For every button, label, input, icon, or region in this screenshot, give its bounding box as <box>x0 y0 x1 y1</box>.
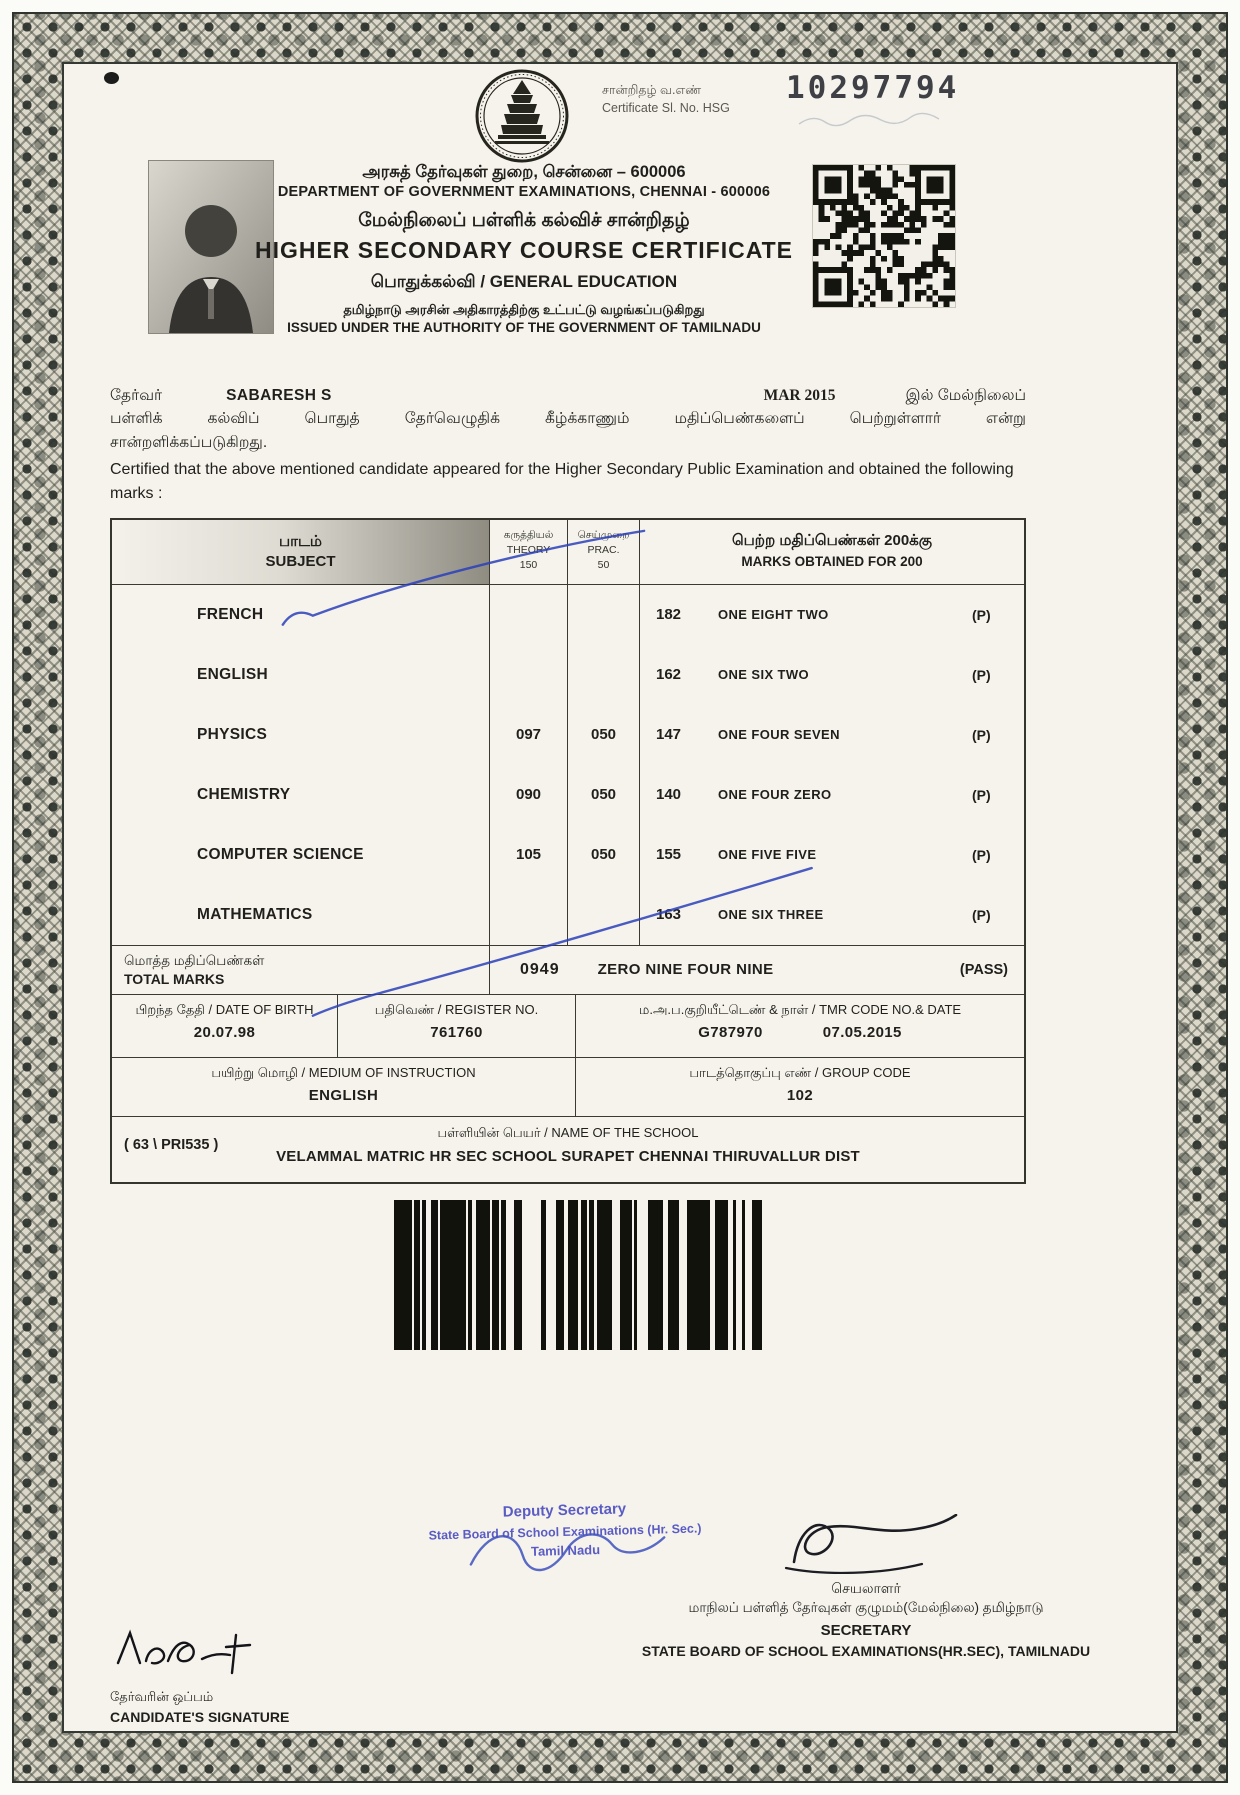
serial-label <box>602 82 730 117</box>
subject-name: ENGLISH <box>112 645 490 705</box>
total-marks-words: ZERO NINE FOUR NINE <box>597 961 774 979</box>
table-row: CHEMISTRY 090 050 140 ONE FOUR ZERO (P) <box>112 765 1024 825</box>
candidate-signature-label-english: CANDIDATE'S SIGNATURE <box>110 1708 290 1725</box>
faint-handwriting-mark <box>794 108 944 139</box>
dob-cell: பிறந்த தேதி / DATE OF BIRTH 20.07.98 <box>112 995 338 1057</box>
signature-area <box>110 1500 1116 1730</box>
tamil-statement-line2: பள்ளிக் கல்விப் பொதுத் தேர்வெழுதிக் கீழ்க்காணும் மதிப்பெண்களைப் பெற்றுள்ளார் என்று <box>110 410 1026 428</box>
barcode <box>394 1200 764 1350</box>
total-marks-value: 0949 <box>520 960 560 978</box>
candidate-signature <box>110 1621 270 1677</box>
marks-table <box>110 518 1026 1184</box>
table-row: COMPUTER SCIENCE 105 050 155 ONE FIVE FIVE (P) <box>112 825 1024 885</box>
subject-name: CHEMISTRY <box>112 765 490 825</box>
school-name-label: பள்ளியின் பெயர் / NAME OF THE SCHOOL <box>437 1124 699 1140</box>
engraved-border <box>12 12 1228 1783</box>
qr-code <box>812 164 956 308</box>
header-text-block <box>244 162 804 336</box>
tmr-code: G787970 <box>698 1023 763 1041</box>
certificate-header-area <box>64 64 1176 376</box>
certificate-title-tamil: மேல்நிலைப் பள்ளிக் கல்விச் சான்றிதழ் <box>358 210 690 232</box>
marks-column-header: பெற்ற மதிப்பெண்கள் 200க்கு MARKS OBTAINED FOR 200 <box>731 531 933 570</box>
govt-emblem-icon <box>474 68 570 164</box>
candidate-name: SABARESH S <box>226 387 332 404</box>
table-row: MATHEMATICS 163 ONE SIX THREE (P) <box>112 885 1024 945</box>
candidate-signature-block <box>110 1621 360 1728</box>
total-marks-row: மொத்த மதிப்பெண்கள் TOTAL MARKS 0949 ZERO NINE FOUR NINE (PASS) <box>112 945 1024 994</box>
serial-label-tamil: சான்றிதழ் வ.எண் <box>602 83 702 97</box>
secretary-board-tamil: மாநிலப் பள்ளித் தேர்வுகள் குழுமம்(மேல்நிலை) தமிழ்நாடு <box>688 1600 1044 1616</box>
department-name-tamil: அரசுத் தேர்வுகள் துறை, சென்னை – 600006 <box>362 163 686 181</box>
subject-column-header <box>112 520 490 584</box>
medium-of-instruction: ENGLISH <box>308 1086 379 1104</box>
authority-line-tamil: தமிழ்நாடு அரசின் அதிகாரத்திற்கு உட்பட்டு வழங்கப்படுகிறது <box>343 301 705 317</box>
department-name-english: DEPARTMENT OF GOVERNMENT EXAMINATIONS, CHENNAI - 600006 <box>277 184 771 201</box>
marks-table-header <box>112 520 1024 585</box>
subject-name: PHYSICS <box>112 705 490 765</box>
group-code: 102 <box>786 1086 814 1104</box>
date-of-birth: 20.07.98 <box>193 1023 256 1041</box>
exam-session: MAR 2015 <box>763 387 836 404</box>
serial-label-english: Certificate Sl. No. HSG <box>602 100 730 115</box>
group-code-cell: பாடத்தொகுப்பு எண் / GROUP CODE 102 <box>576 1058 1024 1116</box>
education-stream: பொதுக்கல்வி / GENERAL EDUCATION <box>370 271 678 291</box>
secretary-title-tamil: செயலாளர் <box>831 1579 901 1596</box>
table-row: FRENCH 182 ONE EIGHT TWO (P) <box>112 585 1024 645</box>
school-name: VELAMMAL MATRIC HR SEC SCHOOL SURAPET CHENNAI THIRUVALLUR DIST <box>276 1147 860 1165</box>
tmr-cell: ம.அ.ப.குறியீட்டெண் & நாள் / TMR CODE NO.& DATE G787970 07.05.2015 <box>638 1001 962 1041</box>
table-row: PHYSICS 097 050 147 ONE FOUR SEVEN (P) <box>112 705 1024 765</box>
register-number: 761760 <box>430 1023 483 1041</box>
subject-header-tamil: பாடம் <box>278 532 322 550</box>
medium-cell: பயிற்று மொழி / MEDIUM OF INSTRUCTION ENGLISH <box>112 1058 576 1116</box>
subject-name: MATHEMATICS <box>112 885 490 945</box>
subject-name: FRENCH <box>112 585 490 645</box>
authority-line-english: ISSUED UNDER THE AUTHORITY OF THE GOVERNMENT OF TAMILNADU <box>287 319 761 335</box>
overall-result: (PASS) <box>959 961 1008 978</box>
candidate-label-tamil: தேர்வர் <box>110 387 163 404</box>
tamil-statement-line3: சான்றளிக்கப்படுகிறது. <box>110 433 268 451</box>
theory-column-header: கருத்தியல் THEORY 150 <box>490 520 568 584</box>
practical-column-header: செய்முறை PRAC. 50 <box>568 520 640 584</box>
details-row-2 <box>112 1057 1024 1116</box>
candidate-line <box>110 384 1026 407</box>
details-row-1 <box>112 994 1024 1057</box>
school-code: ( 63 \ PRI535 ) <box>124 1136 219 1153</box>
certificate-title-english: HIGHER SECONDARY COURSE CERTIFICATE <box>254 236 794 263</box>
certification-statement <box>110 384 1026 506</box>
secretary-board-english: STATE BOARD OF SCHOOL EXAMINATIONS(HR.SEC), TAMILNADU <box>641 1643 1091 1660</box>
subject-header-english: SUBJECT <box>265 553 336 570</box>
certificate-paper <box>64 64 1176 1731</box>
secretary-signature-block <box>616 1514 1116 1662</box>
table-row: ENGLISH 162 ONE SIX TWO (P) <box>112 645 1024 705</box>
certificate-serial-number: 10297794 <box>786 70 960 106</box>
secretary-signature <box>616 1514 1116 1576</box>
school-row <box>112 1116 1024 1182</box>
register-cell: பதிவெண் / REGISTER NO. 761760 <box>338 995 576 1057</box>
tamil-sentence-tail: இல் மேல்நிலைப் <box>905 387 1026 404</box>
candidate-signature-label-tamil: தேர்வரின் ஒப்பம் <box>110 1689 214 1705</box>
subject-name: COMPUTER SCIENCE <box>112 825 490 885</box>
english-statement: Certified that the above mentioned candidate appeared for the Higher Secondary Public Examination and obtained the following marks : <box>110 460 1014 502</box>
tmr-date: 07.05.2015 <box>822 1023 902 1041</box>
deputy-secretary-stamp: Deputy Secretary State Board of School Examinations (Hr. Sec.) Tamil Nadu <box>369 1495 760 1566</box>
secretary-title-english: SECRETARY <box>820 1621 912 1639</box>
